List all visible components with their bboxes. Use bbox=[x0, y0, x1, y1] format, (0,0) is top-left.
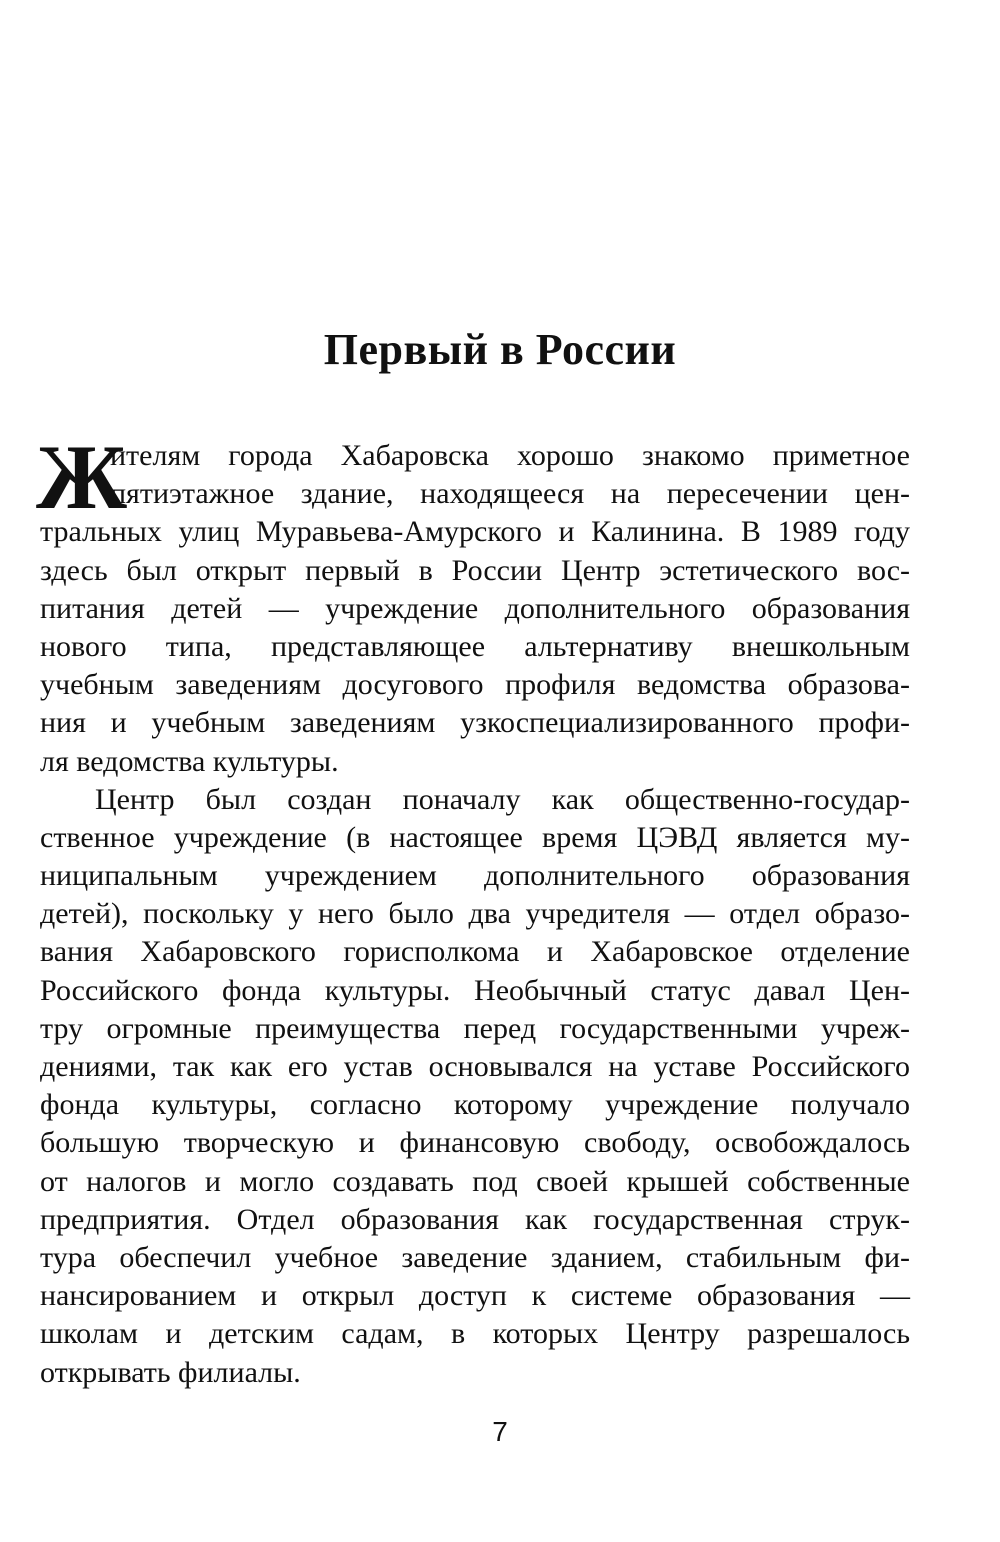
text-line: большую творческую и финансовую свободу, освобождалось bbox=[40, 1126, 910, 1160]
text-line: тральных улиц Муравьева-Амурского и Калинина. В 1989 году bbox=[40, 515, 910, 549]
text-line: здесь был открыт первый в России Центр эстетического вос- bbox=[40, 553, 910, 587]
text-line: ителям города Хабаровска хорошо знакомо приметное bbox=[110, 439, 910, 472]
text-line: дениями, так как его устав основывался на уставе Российского bbox=[40, 1050, 910, 1083]
text-line: тура обеспечил учебное заведение зданием, стабильным фи- bbox=[40, 1240, 910, 1274]
text-line: предприятия. Отдел образования как государственная струк- bbox=[40, 1202, 910, 1236]
drop-cap: Ж bbox=[36, 426, 127, 528]
page-title: Первый в России bbox=[323, 325, 677, 374]
text-line: открывать филиалы. bbox=[40, 1355, 301, 1389]
text-line: школам и детским садам, в которых Центру разрешалось bbox=[40, 1317, 910, 1351]
text-line: ниципальным учреждением дополнительного образования bbox=[40, 859, 910, 893]
body-text bbox=[36, 426, 910, 1392]
page-number: 7 bbox=[492, 1416, 508, 1447]
text-line: ственное учреждение (в настоящее время ЦЭВД является му- bbox=[40, 820, 910, 854]
text-line: учебным заведениям досугового профиля ведомства образова- bbox=[40, 668, 910, 702]
text-line: ния и учебным заведениям узкоспециализированного профи- bbox=[40, 706, 910, 740]
text-line: детей), поскольку у него было два учредителя — отдел образо- bbox=[40, 897, 910, 931]
text-line: фонда культуры, согласно которому учреждение получало bbox=[40, 1088, 910, 1122]
text-line: питания детей — учреждение дополнительного образования bbox=[40, 591, 910, 625]
paragraph-1 bbox=[40, 437, 910, 781]
text-line: нансированием и открыл доступ к системе образования — bbox=[40, 1279, 910, 1313]
text-line: ля ведомства культуры. bbox=[40, 744, 339, 778]
text-line: Российского фонда культуры. Необычный статус давал Цен- bbox=[40, 973, 910, 1007]
paragraph-2 bbox=[40, 781, 910, 1392]
text-line: от налогов и могло создавать под своей крышей собственные bbox=[40, 1164, 910, 1198]
text-line: тру огромные преимущества перед государственными учреж- bbox=[40, 1011, 910, 1045]
text-line: пятиэтажное здание, находящееся на пересечении цен- bbox=[110, 477, 910, 511]
text-line: нового типа, представляющее альтернативу внешкольным bbox=[40, 629, 910, 663]
text-line: Центр был создан поначалу как общественно-государ- bbox=[95, 782, 910, 816]
text-line: вания Хабаровского горисполкома и Хабаровское отделение bbox=[40, 935, 910, 969]
